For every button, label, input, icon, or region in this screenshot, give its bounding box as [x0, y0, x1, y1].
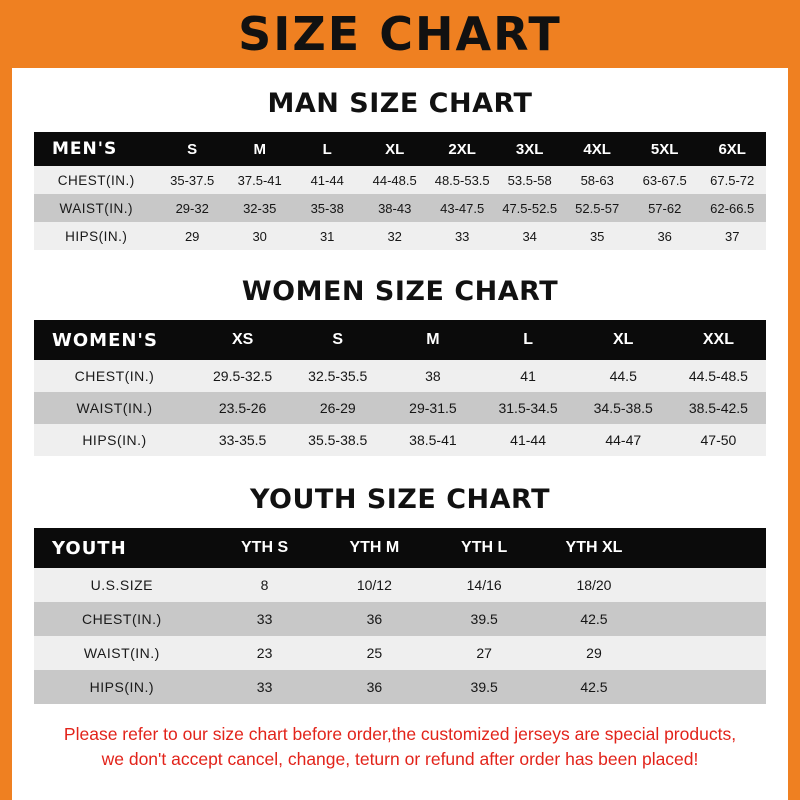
man-col-3: XL: [361, 132, 429, 166]
women-col-0: XS: [195, 320, 290, 360]
women-cell-1-2: 29-31.5: [385, 392, 480, 424]
youth-cell-1-2: 39.5: [429, 602, 539, 636]
women-col-5: XXL: [671, 320, 766, 360]
youth-col-0: YTH S: [210, 528, 320, 568]
women-cell-2-4: 44-47: [576, 424, 671, 456]
women-col-3: L: [481, 320, 576, 360]
man-cell-0-0: 35-37.5: [158, 166, 226, 194]
youth-section-title: YOUTH SIZE CHART: [249, 484, 551, 515]
page-title: SIZE CHART: [238, 7, 562, 61]
youth-cell-3-3: 42.5: [539, 670, 649, 704]
youth-cell-2-spacer: [649, 636, 766, 670]
man-cell-1-4: 43-47.5: [428, 194, 496, 222]
youth-cell-1-1: 36: [319, 602, 429, 636]
youth-cell-2-3: 29: [539, 636, 649, 670]
youth-cell-0-0: 8: [210, 568, 320, 602]
man-cell-0-4: 48.5-53.5: [428, 166, 496, 194]
man-col-7: 5XL: [631, 132, 699, 166]
women-size-table: [34, 320, 766, 456]
table-row: [34, 360, 766, 392]
youth-cell-3-0: 33: [210, 670, 320, 704]
man-cell-0-5: 53.5-58: [496, 166, 564, 194]
table-row: [34, 636, 766, 670]
youth-row-1-label: CHEST(IN.): [34, 602, 210, 636]
youth-size-table: [34, 528, 766, 704]
table-row: [34, 424, 766, 456]
man-cell-2-2: 31: [293, 222, 361, 250]
women-row-2-label: HIPS(IN.): [34, 424, 195, 456]
youth-cell-0-2: 14/16: [429, 568, 539, 602]
man-cell-0-3: 44-48.5: [361, 166, 429, 194]
women-cell-0-0: 29.5-32.5: [195, 360, 290, 392]
youth-cell-0-spacer: [649, 568, 766, 602]
women-cell-2-2: 38.5-41: [385, 424, 480, 456]
women-cell-0-1: 32.5-35.5: [290, 360, 385, 392]
women-col-1: S: [290, 320, 385, 360]
youth-col-1: YTH M: [319, 528, 429, 568]
youth-row-header-label: YOUTH: [34, 528, 210, 568]
youth-cell-1-spacer: [649, 602, 766, 636]
youth-row-2-label: WAIST(IN.): [34, 636, 210, 670]
man-row-1-label: WAIST(IN.): [34, 194, 158, 222]
women-cell-2-0: 33-35.5: [195, 424, 290, 456]
women-row-header-label: WOMEN'S: [34, 320, 195, 360]
youth-cell-2-2: 27: [429, 636, 539, 670]
man-col-4: 2XL: [428, 132, 496, 166]
youth-col-3: YTH XL: [539, 528, 649, 568]
youth-cell-1-3: 42.5: [539, 602, 649, 636]
man-cell-2-3: 32: [361, 222, 429, 250]
man-row-2-label: HIPS(IN.): [34, 222, 158, 250]
women-cell-0-5: 44.5-48.5: [671, 360, 766, 392]
man-cell-2-5: 34: [496, 222, 564, 250]
man-col-8: 6XL: [698, 132, 766, 166]
man-section-title: MAN SIZE CHART: [267, 88, 533, 119]
man-cell-2-6: 35: [563, 222, 631, 250]
women-row-0-label: CHEST(IN.): [34, 360, 195, 392]
youth-cell-2-0: 23: [210, 636, 320, 670]
man-cell-0-2: 41-44: [293, 166, 361, 194]
youth-cell-3-spacer: [649, 670, 766, 704]
table-row: [34, 222, 766, 250]
table-row: [34, 670, 766, 704]
man-cell-2-7: 36: [631, 222, 699, 250]
man-cell-0-8: 67.5-72: [698, 166, 766, 194]
man-row-0-label: CHEST(IN.): [34, 166, 158, 194]
women-cell-2-3: 41-44: [481, 424, 576, 456]
women-cell-2-1: 35.5-38.5: [290, 424, 385, 456]
man-cell-0-1: 37.5-41: [226, 166, 294, 194]
man-cell-1-2: 35-38: [293, 194, 361, 222]
women-cell-1-1: 26-29: [290, 392, 385, 424]
man-cell-2-4: 33: [428, 222, 496, 250]
man-cell-1-3: 38-43: [361, 194, 429, 222]
man-cell-0-7: 63-67.5: [631, 166, 699, 194]
table-header-row: [34, 320, 766, 360]
man-col-6: 4XL: [563, 132, 631, 166]
man-cell-1-8: 62-66.5: [698, 194, 766, 222]
table-row: [34, 194, 766, 222]
man-cell-1-6: 52.5-57: [563, 194, 631, 222]
table-row: [34, 166, 766, 194]
man-cell-2-1: 30: [226, 222, 294, 250]
table-header-row: [34, 132, 766, 166]
man-col-0: S: [158, 132, 226, 166]
man-cell-1-1: 32-35: [226, 194, 294, 222]
youth-col-spacer: [649, 528, 766, 568]
table-row: [34, 392, 766, 424]
man-cell-1-0: 29-32: [158, 194, 226, 222]
man-cell-1-7: 57-62: [631, 194, 699, 222]
man-cell-2-8: 37: [698, 222, 766, 250]
youth-cell-0-1: 10/12: [319, 568, 429, 602]
women-cell-0-4: 44.5: [576, 360, 671, 392]
women-cell-0-3: 41: [481, 360, 576, 392]
man-col-5: 3XL: [496, 132, 564, 166]
man-col-2: L: [293, 132, 361, 166]
man-row-header-label: MEN'S: [34, 132, 158, 166]
man-cell-2-0: 29: [158, 222, 226, 250]
order-policy-note-line2: we don't accept cancel, change, teturn or refund after order has been placed!: [101, 749, 699, 770]
youth-cell-0-3: 18/20: [539, 568, 649, 602]
table-header-row: [34, 528, 766, 568]
table-row: [34, 568, 766, 602]
women-section-title: WOMEN SIZE CHART: [241, 276, 559, 307]
man-cell-1-5: 47.5-52.5: [496, 194, 564, 222]
women-cell-1-5: 38.5-42.5: [671, 392, 766, 424]
youth-cell-3-1: 36: [319, 670, 429, 704]
youth-cell-2-1: 25: [319, 636, 429, 670]
page-banner: [0, 0, 800, 68]
man-cell-0-6: 58-63: [563, 166, 631, 194]
man-size-table: [34, 132, 766, 250]
women-cell-1-4: 34.5-38.5: [576, 392, 671, 424]
women-col-2: M: [385, 320, 480, 360]
youth-cell-1-0: 33: [210, 602, 320, 636]
women-cell-0-2: 38: [385, 360, 480, 392]
chart-content: [12, 88, 788, 773]
order-policy-note: [34, 722, 766, 773]
women-cell-1-0: 23.5-26: [195, 392, 290, 424]
youth-col-2: YTH L: [429, 528, 539, 568]
women-row-1-label: WAIST(IN.): [34, 392, 195, 424]
order-policy-note-line1: Please refer to our size chart before order,the customized jerseys are special products,: [63, 724, 737, 744]
women-cell-2-5: 47-50: [671, 424, 766, 456]
women-col-4: XL: [576, 320, 671, 360]
youth-row-3-label: HIPS(IN.): [34, 670, 210, 704]
table-row: [34, 602, 766, 636]
youth-cell-3-2: 39.5: [429, 670, 539, 704]
youth-row-0-label: U.S.SIZE: [34, 568, 210, 602]
women-cell-1-3: 31.5-34.5: [481, 392, 576, 424]
man-col-1: M: [226, 132, 294, 166]
